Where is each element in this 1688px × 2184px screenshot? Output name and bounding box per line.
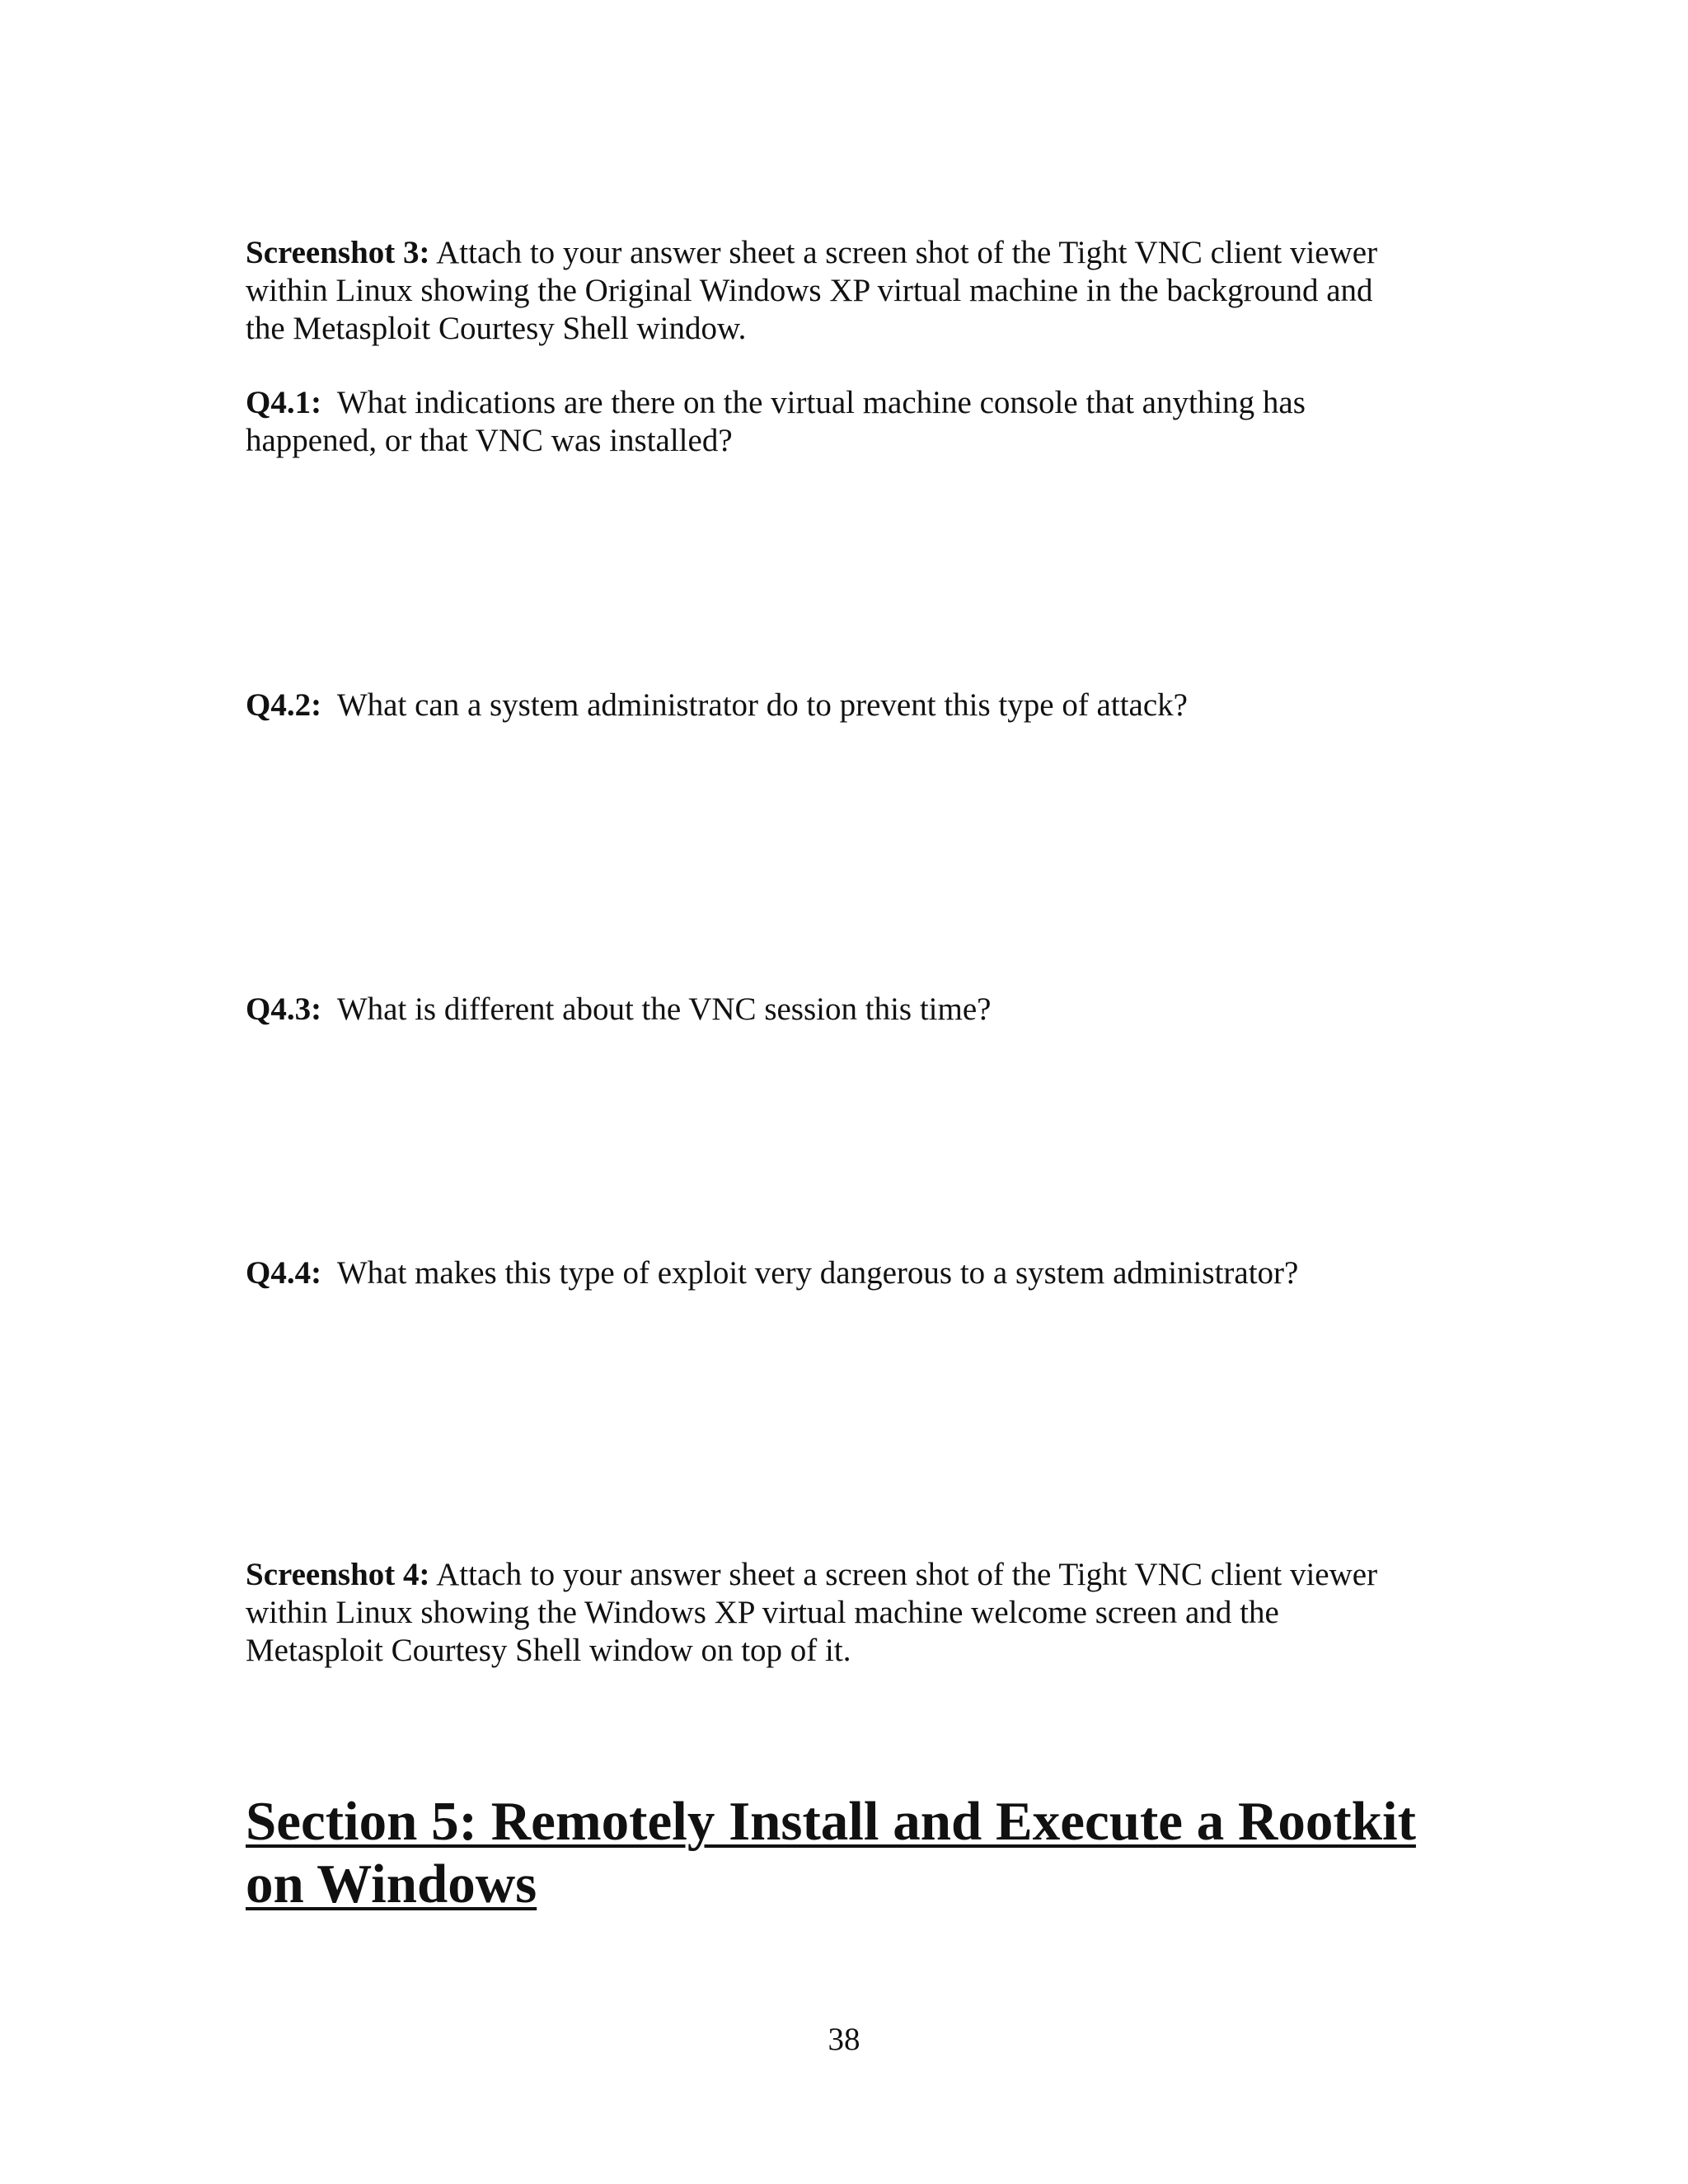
question-4-4-label: Q4.4:	[246, 1255, 322, 1291]
question-4-1-line-1: What indications are there on the virtual machine console that anything has	[321, 385, 1306, 420]
screenshot-3-line-3: the Metasploit Courtesy Shell window.	[246, 311, 747, 346]
screenshot-3-instruction	[246, 234, 1449, 348]
screenshot-4-line-3: Metasploit Courtesy Shell window on top of it.	[246, 1633, 851, 1668]
question-4-3	[246, 991, 1449, 1029]
question-4-4-text: What makes this type of exploit very dangerous to a system administrator?	[321, 1255, 1299, 1291]
section-5-heading-line-2: on Windows	[246, 1854, 537, 1915]
question-4-1-line-2: happened, or that VNC was installed?	[246, 423, 733, 458]
page-number: 38	[828, 2022, 860, 2057]
question-4-1-label: Q4.1:	[246, 385, 322, 420]
section-5-heading-line-1: Section 5: Remotely Install and Execute a Rootkit	[246, 1791, 1416, 1852]
screenshot-4-instruction	[246, 1556, 1449, 1670]
question-4-2	[246, 687, 1449, 724]
question-4-4	[246, 1254, 1449, 1292]
screenshot-4-label: Screenshot 4:	[246, 1557, 430, 1592]
section-5-heading	[246, 1790, 1465, 1915]
question-4-3-label: Q4.3:	[246, 991, 322, 1027]
question-4-2-label: Q4.2:	[246, 687, 322, 723]
question-4-2-text: What can a system administrator do to prevent this type of attack?	[321, 687, 1188, 723]
screenshot-4-line-1: Attach to your answer sheet a screen shot of the Tight VNC client viewer	[429, 1557, 1378, 1592]
screenshot-3-line-1: Attach to your answer sheet a screen shot of the Tight VNC client viewer	[429, 235, 1378, 270]
question-4-1	[246, 384, 1449, 460]
screenshot-4-line-2: within Linux showing the Windows XP virtual machine welcome screen and the	[246, 1595, 1279, 1630]
screenshot-3-line-2: within Linux showing the Original Windows XP virtual machine in the background and	[246, 273, 1373, 308]
screenshot-3-label: Screenshot 3:	[246, 235, 430, 270]
question-4-3-text: What is different about the VNC session this time?	[321, 991, 992, 1027]
